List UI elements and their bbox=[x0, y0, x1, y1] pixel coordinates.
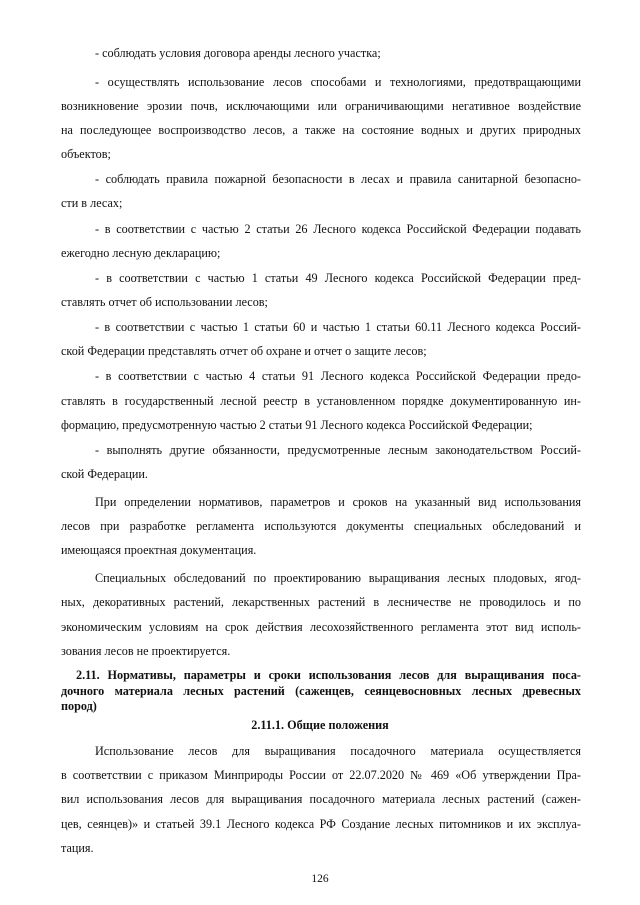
text-line: - в соответствии с частью 1 статьи 60 и частью 1 статьи 60.11 Лесного кодекса Россий- bbox=[95, 320, 581, 334]
text-line: - в соответствии с частью 2 статьи 26 Лесного кодекса Российской Федерации подавать bbox=[95, 222, 581, 236]
section-heading-line: пород) bbox=[61, 699, 97, 713]
text-line: формацию, предусмотренную частью 2 статьи 91 Лесного кодекса Российской Федерации; bbox=[61, 418, 533, 432]
text-line: - осуществлять использование лесов способами и технологиями, предотвращающими bbox=[95, 75, 581, 89]
section-heading-line: дочного материала лесных растений (саженцев, сеянцевосновных лесных древесных bbox=[61, 684, 581, 698]
text-line: лесов при разработке регламента используются документы специальных обследований и bbox=[61, 519, 581, 533]
text-line: на последующее воспроизводство лесов, а также на состояние водных и других природных bbox=[61, 123, 581, 137]
text-line: экономическим условиям на срок действия лесохозяйственного регламента этот вид исполь- bbox=[61, 620, 581, 634]
text-line: цев, сеянцев)» и статьей 39.1 Лесного кодекса РФ Создание лесных питомников и их эксплуа- bbox=[61, 817, 581, 831]
text-line: ных, декоративных растений, лекарственных растений в лесничестве не проводилось и по bbox=[61, 595, 581, 609]
text-line: При определении нормативов, параметров и сроков на указанный вид использования bbox=[95, 495, 581, 509]
text-line: Специальных обследований по проектированию выращивания лесных плодовых, ягод- bbox=[95, 571, 581, 585]
text-line: - выполнять другие обязанности, предусмотренные лесным законодательством Россий- bbox=[95, 443, 581, 457]
subsection-title: 2.11.1. Общие положения bbox=[251, 718, 389, 732]
text-line: в соответствии с приказом Минприроды России от 22.07.2020 № 469 «Об утверждении Пра- bbox=[61, 768, 581, 782]
text-line: вил использования лесов для выращивания посадочного материала лесных растений (сажен- bbox=[61, 792, 581, 806]
section-heading-line: 2.11. Нормативы, параметры и сроки использования лесов для выращивания поса- bbox=[76, 668, 581, 682]
text-line: тация. bbox=[61, 841, 94, 855]
text-line: объектов; bbox=[61, 147, 111, 161]
text-line: имеющаяся проектная документация. bbox=[61, 543, 257, 557]
text-line: зования лесов не проектируется. bbox=[61, 644, 231, 658]
text-line: ставлять отчет об использовании лесов; bbox=[61, 295, 268, 309]
text-line: ставлять в государственный лесной реестр в установленном порядке документированную ин- bbox=[61, 394, 581, 408]
text-line: ежегодно лесную декларацию; bbox=[61, 246, 221, 260]
text-line: ской Федерации представлять отчет об охране и отчет о защите лесов; bbox=[61, 344, 427, 358]
text-line: ской Федерации. bbox=[61, 467, 148, 481]
text-line: - в соответствии с частью 1 статьи 49 Лесного кодекса Российской Федерации пред- bbox=[95, 271, 581, 285]
text-line: сти в лесах; bbox=[61, 196, 123, 210]
text-line: возникновение эрозии почв, исключающими или ограничивающими негативное воздействие bbox=[61, 99, 581, 113]
text-line: Использование лесов для выращивания посадочного материала осуществляется bbox=[95, 744, 581, 758]
page-number: 126 bbox=[311, 873, 329, 885]
text-line: - в соответствии с частью 4 статьи 91 Лесного кодекса Российской Федерации предо- bbox=[95, 369, 581, 383]
text-line: - соблюдать правила пожарной безопасности в лесах и правила санитарной безопасно- bbox=[95, 172, 581, 186]
text-line: - соблюдать условия договора аренды лесного участка; bbox=[95, 46, 381, 60]
